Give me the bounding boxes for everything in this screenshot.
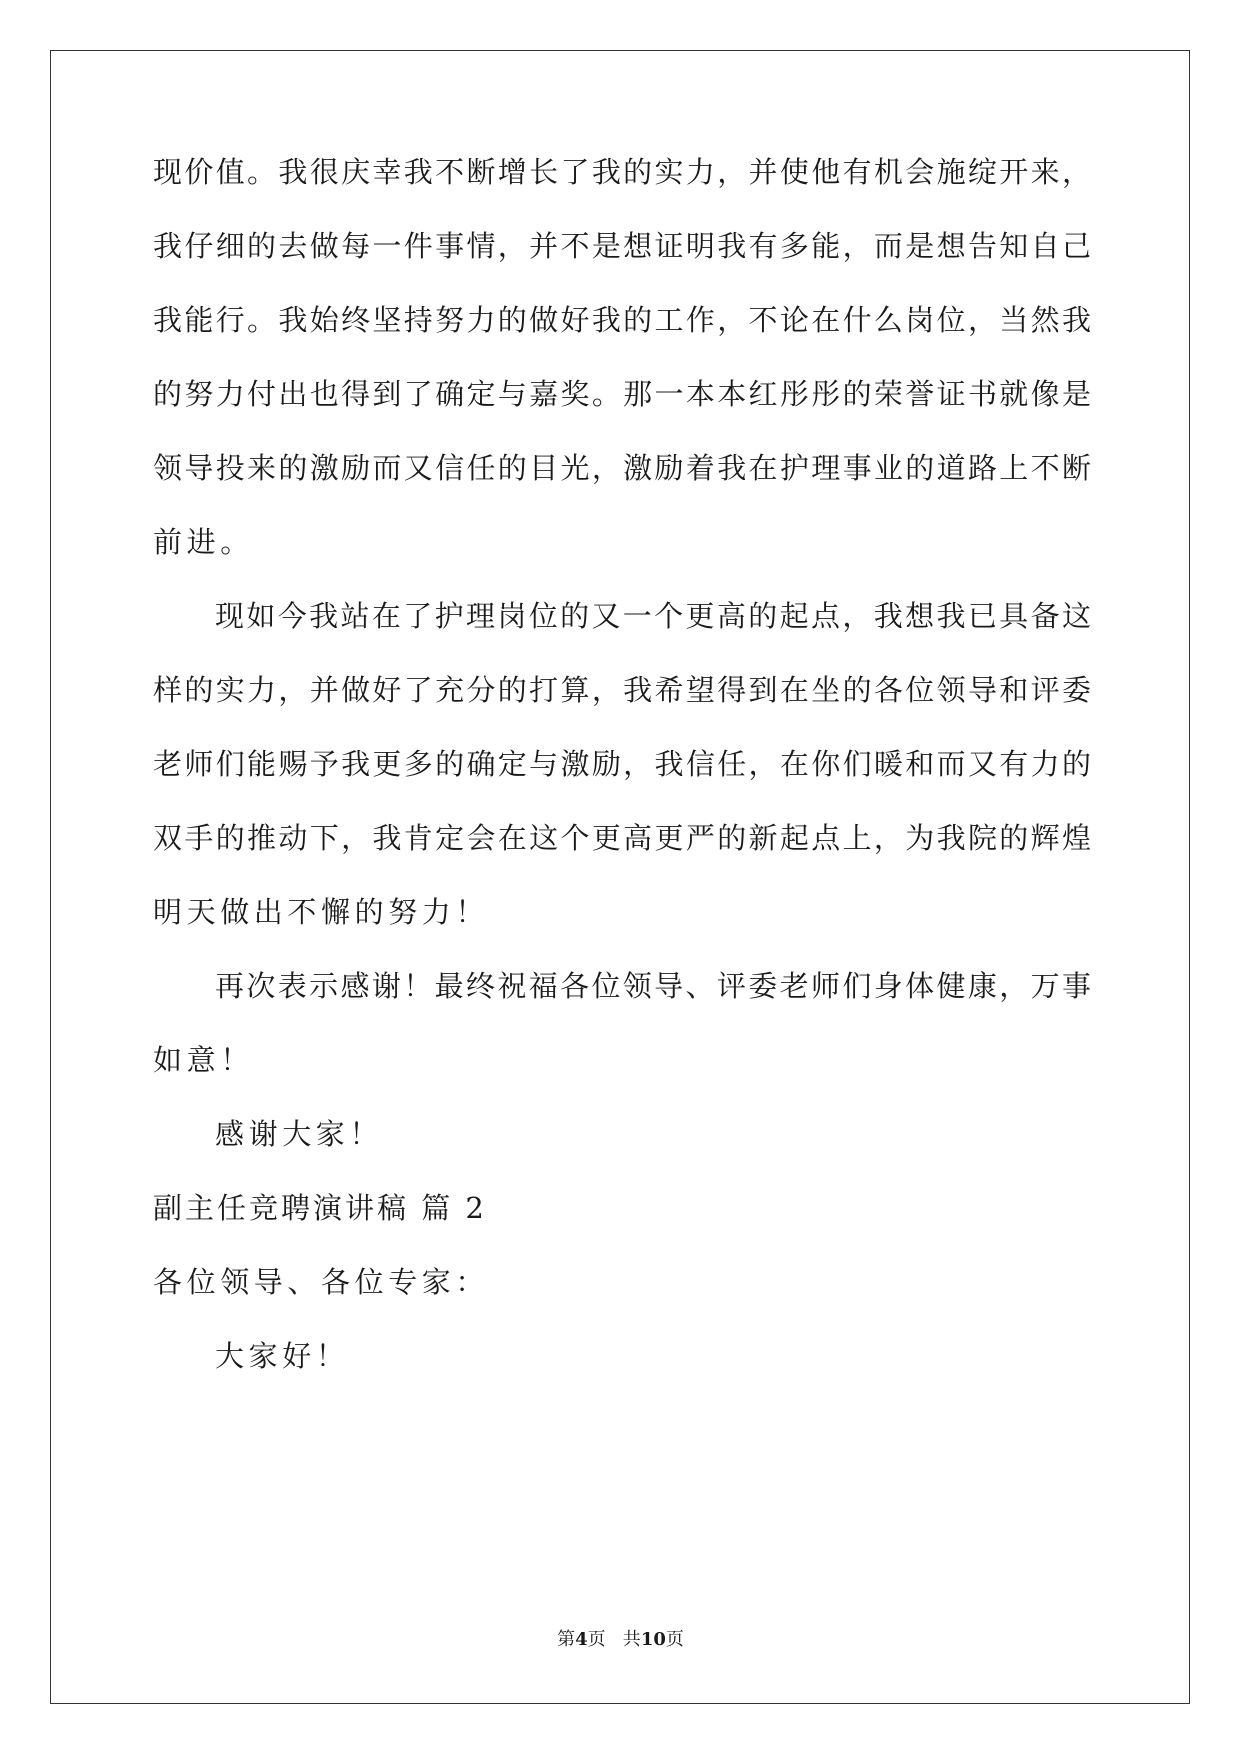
paragraph-line: 现如今我站在了护理岗位的又一个更高的起点，我想我已具备这 — [215, 599, 1091, 633]
paragraph-line: 现价值。我很庆幸我不断增长了我的实力，并使他有机会施绽开来， — [153, 155, 1091, 189]
paragraph-line: 双手的推动下，我肯定会在这个更高更严的新起点上，为我院的辉煌 — [153, 821, 1091, 855]
footer-current-page: 4 — [575, 1629, 588, 1650]
footer-page-mid: 页 共 — [587, 1629, 641, 1650]
paragraph-line: 的努力付出也得到了确定与嘉奖。那一本本红彤彤的荣誉证书就像是 — [153, 377, 1091, 411]
paragraph-line: 感谢大家！ — [215, 1117, 384, 1151]
paragraph-line: 如意！ — [153, 1043, 254, 1077]
footer-page-prefix: 第 — [557, 1629, 576, 1650]
footer-page-suffix: 页 — [665, 1629, 684, 1650]
paragraph-line: 再次表示感谢！最终祝福各位领导、评委老师们身体健康，万事 — [215, 969, 1091, 1003]
paragraph-line: 明天做出不懈的努力！ — [153, 895, 490, 929]
footer-total-pages: 10 — [640, 1629, 666, 1650]
page-border — [50, 50, 1190, 1704]
paragraph-line: 样的实力，并做好了充分的打算，我希望得到在坐的各位领导和评委 — [153, 673, 1091, 707]
paragraph-line: 我仔细的去做每一件事情，并不是想证明我有多能，而是想告知自己 — [153, 229, 1091, 263]
paragraph-line: 老师们能赐予我更多的确定与激励，我信任，在你们暖和而又有力的 — [153, 747, 1091, 781]
salutation: 各位领导、各位专家： — [153, 1265, 490, 1299]
section-heading: 副主任竞聘演讲稿 篇 2 — [153, 1191, 487, 1225]
greeting: 大家好！ — [215, 1339, 350, 1373]
paragraph-line: 前进。 — [153, 525, 254, 559]
paragraph-line: 领导投来的激励而又信任的目光，激励着我在护理事业的道路上不断 — [153, 451, 1091, 485]
page-number-footer — [0, 1628, 1241, 1652]
paragraph-line: 我能行。我始终坚持努力的做好我的工作，不论在什么岗位，当然我 — [153, 303, 1091, 337]
